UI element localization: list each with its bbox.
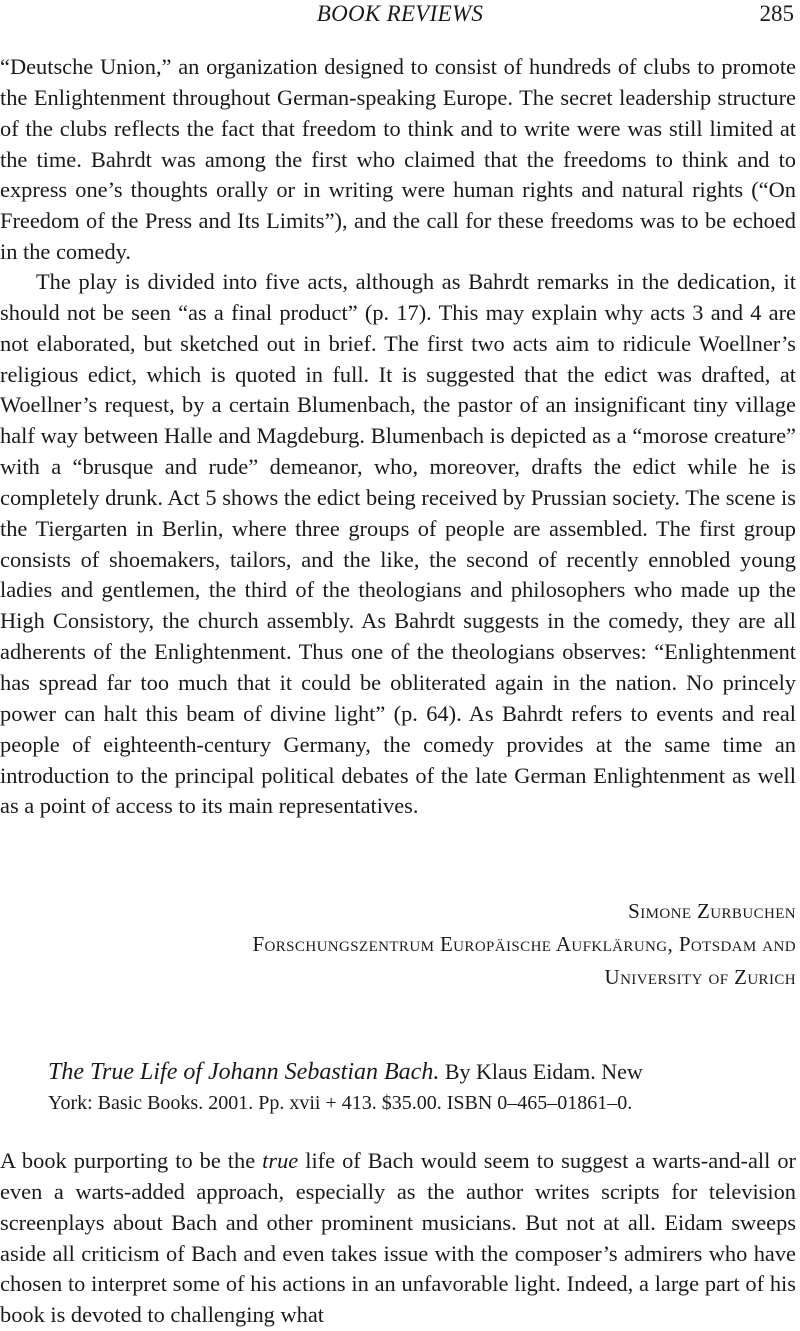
reviewer-affiliation-line-2: University of Zurich [604, 965, 796, 989]
review-paragraph-2-text: The play is divided into five acts, although as Bahrdt remarks in the dedication, it should not be seen “as a final product” (p. 17). This may explain why acts 3 and 4 are not elaborated, but sketched out in brief. The first two acts aim to ridicule Woellner’s religious edict, which is quoted in full. It is suggested that the edict was drafted, at Woellner’s request, by a certain Blumenbach, the pastor of an insignificant tiny village half way between Halle and Magdeburg. Blumenbach is depicted as a “morose creature” with a “brusque and rude” demeanor, who, moreover, drafts the edict while he is completely drunk. Act 5 shows the edict being received by Prussian society. The scene is the Tiergarten in Berlin, where three groups of people are assembled. The first group consists of shoemakers, tailors, and the like, the second of recently ennobled young ladies and gentlemen, the third of the theologians and philosophers who made up the High Consistory, the church assembly. As Bahrdt suggests in the comedy, they are all adherents of the Enlightenment. Thus one of the theologians observes: “Enlightenment has spread far too much that it could be obliterated again in the nation. No princely power can halt this beam of divine light” (p. 64). As Bahrdt refers to events and real people of eighteenth-century Germany, the comedy provides at the same time an introduction to the principal political debates of the late German Enlightenment as well as a point of access to its main representatives. [0, 269, 796, 819]
book-byline: By Klaus Eidam. New [444, 1059, 643, 1084]
review-2-emphasis: true [262, 1148, 299, 1173]
review-2-text-rest: life of Bach would seem to suggest a warts-and-all or even a warts-added approach, especially as the author writes scripts for television screenplays about Bach and other prominent musicians. But not at all. Eidam sweeps aside all criticism of Bach and even takes issue with the composer’s admirers who have chosen to interpret some of his actions in an unfavorable light. Indeed, a large part of his book is devoted to challenging what [0, 1148, 797, 1328]
page-number: 285 [759, 1, 794, 26]
review-paragraph-1-text: “Deutsche Union,” an organization designed to consist of hundreds of clubs to promote the Enlightenment throughout German-speaking Europe. The secret leadership structure of the clubs reflects the fact that freedom to think and to write were was still limited at the time. Bahrdt was among the first who claimed that the freedoms to think and to express one’s thoughts orally or in writing were human rights and natural rights (“On Freedom of the Press and Its Limits”), and the call for these freedoms was to be echoed in the comedy. [0, 54, 796, 265]
publication-info: York: Basic Books. 2001. Pp. xvii + 413. $35.00. ISBN 0–465–01861–0. [48, 1092, 633, 1114]
book-citation [48, 1056, 768, 1119]
review-paragraph-1 [0, 52, 796, 268]
reviewer-name: Simone Zurbuchen [628, 899, 796, 923]
review-paragraph-2 [0, 267, 796, 822]
review-2-text-start: A book purporting to be the [0, 1148, 263, 1173]
review-2-paragraph-1-text [0, 1146, 796, 1331]
book-title: The True Life of Johann Sebastian Bach. [48, 1059, 440, 1085]
running-title: BOOK REVIEWS [316, 1, 484, 26]
reviewer-signature [252, 895, 796, 994]
running-header [0, 0, 800, 30]
reviewer-affiliation-line-1: Forschungszentrum Europäische Aufklärung, Potsdam and [252, 932, 796, 956]
review-2-paragraph-1 [0, 1146, 796, 1331]
